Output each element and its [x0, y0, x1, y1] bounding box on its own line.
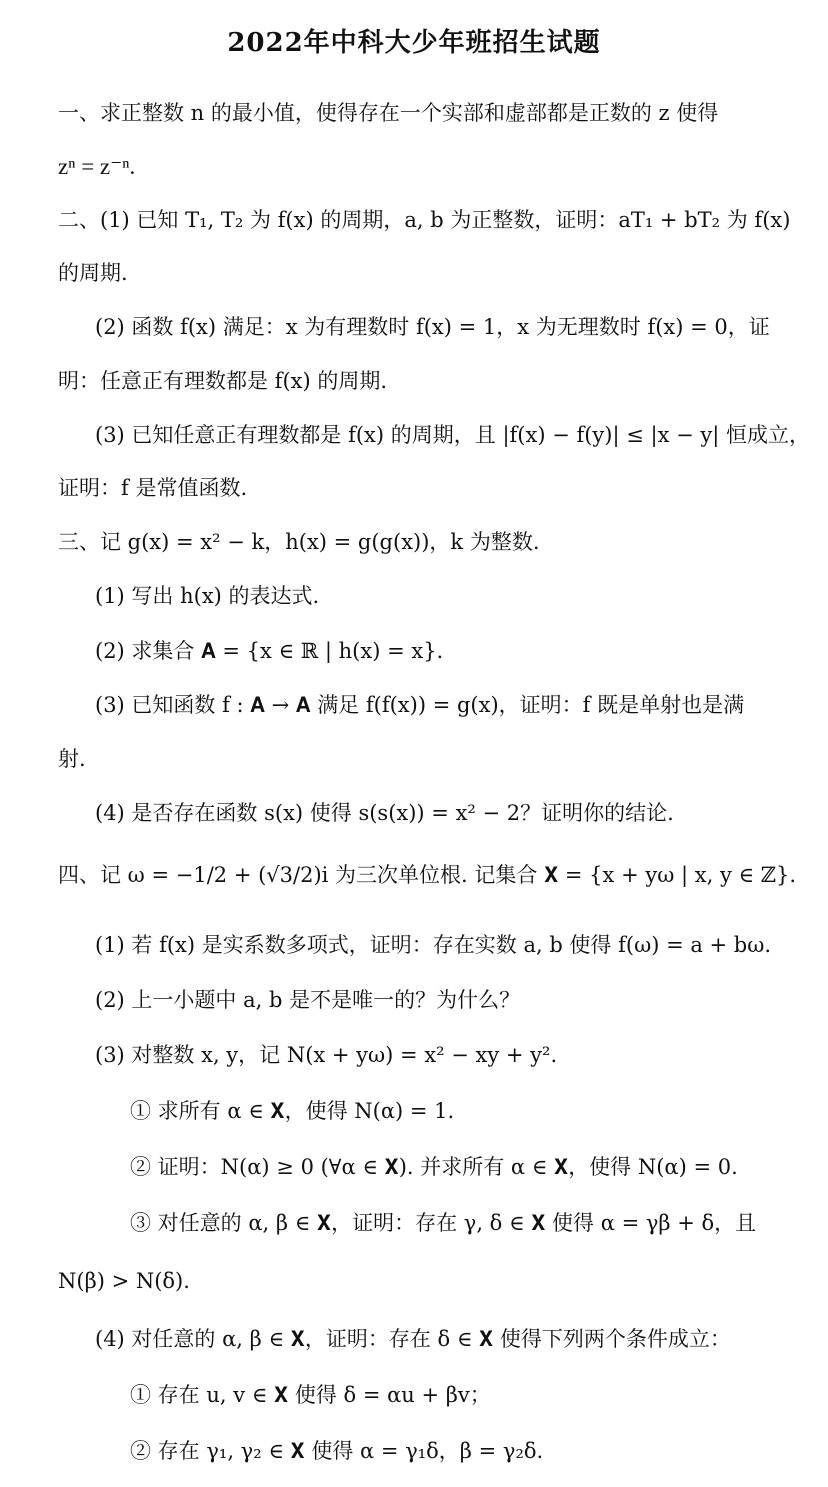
problem-3-part-3-text-cont: 射. — [58, 747, 86, 771]
problem-2-part-1-text-cont: 的周期. — [58, 261, 128, 285]
problem-2-part-2-text-cont: 明：任意正有理数都是 f(x) 的周期. — [58, 369, 388, 393]
problem-3-part-1-text: (1) 写出 h(x) 的表达式. — [95, 584, 320, 608]
problem-3-part-3-text: (3) 已知函数 f : 𝐀 → 𝐀 满足 f(f(x)) = g(x)，证明：f 既是单射也是满 — [95, 693, 745, 717]
problem-1-equation: zⁿ = z⁻ⁿ. — [58, 154, 136, 179]
problem-3-text: 三、记 g(x) = x² − k，h(x) = g(g(x))，k 为整数. — [58, 530, 540, 554]
page-title: 2022年中科大少年班招生试题 — [227, 28, 601, 58]
problem-4-part-3-item-3-cont: N(β) > N(δ). — [58, 1269, 190, 1293]
problem-2-part-3-text: (3) 已知任意正有理数都是 f(x) 的周期，且 |f(x) − f(y)| ≤ |x − y| 恒成立， — [95, 423, 810, 447]
problem-4-part-4-text: (4) 对任意的 α, β ∈ 𝐗，证明：存在 δ ∈ 𝐗 使得下列两个条件成立： — [95, 1327, 731, 1351]
problem-4-part-3-text: (3) 对整数 x, y，记 N(x + yω) = x² − xy + y². — [95, 1043, 558, 1067]
problem-4-part-4-item-2: ② 存在 γ₁, γ₂ ∈ 𝐗 使得 α = γ₁δ，β = γ₂δ. — [130, 1439, 544, 1463]
problem-3-part-4-text: (4) 是否存在函数 s(x) 使得 s(s(x)) = x² − 2？证明你的结论. — [95, 801, 674, 825]
problem-1-text: 一、求正整数 n 的最小值，使得存在一个实部和虚部都是正数的 z 使得 — [58, 101, 719, 125]
problem-4-part-1-text: (1) 若 f(x) 是实系数多项式，证明：存在实数 a, b 使得 f(ω) = a + bω. — [95, 933, 772, 957]
problem-4-part-3-item-3: ③ 对任意的 α, β ∈ 𝐗，证明：存在 γ, δ ∈ 𝐗 使得 α = γβ + δ，且 — [130, 1211, 757, 1235]
problem-4-part-3-item-1: ① 求所有 α ∈ 𝐗，使得 N(α) = 1. — [130, 1099, 455, 1123]
problem-4-part-2-text: (2) 上一小题中 a, b 是不是唯一的？为什么？ — [95, 988, 521, 1012]
problem-4-text: 四、记 ω = −1/2 + (√3/2)i 为三次单位根. 记集合 𝐗 = {x + yω | x, y ∈ ℤ}. — [58, 863, 797, 887]
problem-2-part-2-text: (2) 函数 f(x) 满足：x 为有理数时 f(x) = 1，x 为无理数时 f(x) = 0，证 — [95, 315, 770, 339]
problem-4-part-4-item-1: ① 存在 u, v ∈ 𝐗 使得 δ = αu + βv； — [130, 1383, 491, 1407]
problem-2-part-1-text: 二、(1) 已知 T₁, T₂ 为 f(x) 的周期，a, b 为正整数，证明：aT₁ + bT₂ 为 f(x) — [58, 208, 791, 232]
problem-3-part-2-text: (2) 求集合 𝐀 = {x ∈ ℝ | h(x) = x}. — [95, 639, 444, 663]
problem-4-part-3-item-2: ② 证明：N(α) ≥ 0 (∀α ∈ 𝐗). 并求所有 α ∈ 𝐗，使得 N(α) = 0. — [130, 1155, 738, 1179]
problem-2-part-3-text-cont: 证明：f 是常值函数. — [58, 476, 248, 500]
